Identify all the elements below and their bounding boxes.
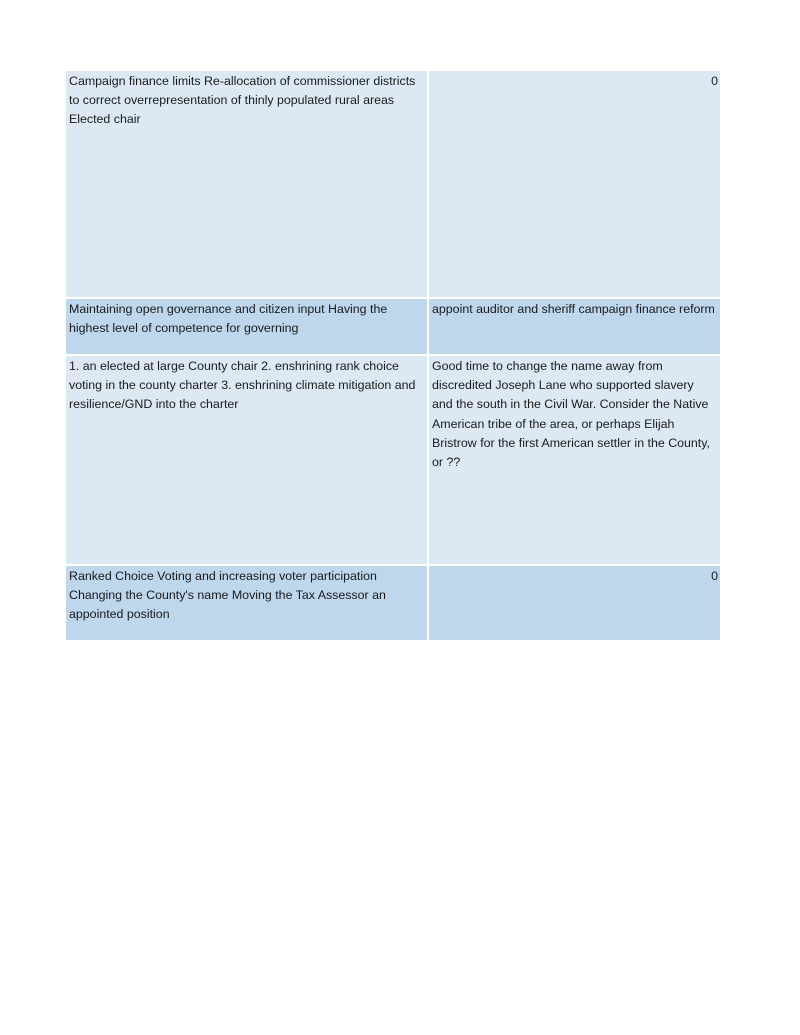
table-row xyxy=(66,71,720,299)
response-cell-other: 0 xyxy=(429,71,720,299)
survey-response-table xyxy=(66,71,720,640)
response-cell-other: appoint auditor and sheriff campaign finance reform xyxy=(429,299,720,356)
response-cell-priorities: 1. an elected at large County chair 2. enshrining rank choice voting in the county charter 3. enshrining climate mitigation and resilience/GND into the charter xyxy=(66,356,429,566)
response-cell-priorities: Ranked Choice Voting and increasing voter participation Changing the County's name Moving the Tax Assessor an appointed position xyxy=(66,566,429,640)
table-row xyxy=(66,299,720,356)
response-cell-priorities: Campaign finance limits Re-allocation of commissioner districts to correct overrepresentation of thinly populated rural areas Elected chair xyxy=(66,71,429,299)
response-cell-other: 0 xyxy=(429,566,720,640)
response-cell-priorities: Maintaining open governance and citizen input Having the highest level of competence for governing xyxy=(66,299,429,356)
table-row xyxy=(66,566,720,640)
response-cell-other: Good time to change the name away from discredited Joseph Lane who supported slavery and the south in the Civil War. Consider the Native American tribe of the area, or perhaps Elijah Bristrow for the first American settler in the County, or ?? xyxy=(429,356,720,566)
table-row xyxy=(66,356,720,566)
